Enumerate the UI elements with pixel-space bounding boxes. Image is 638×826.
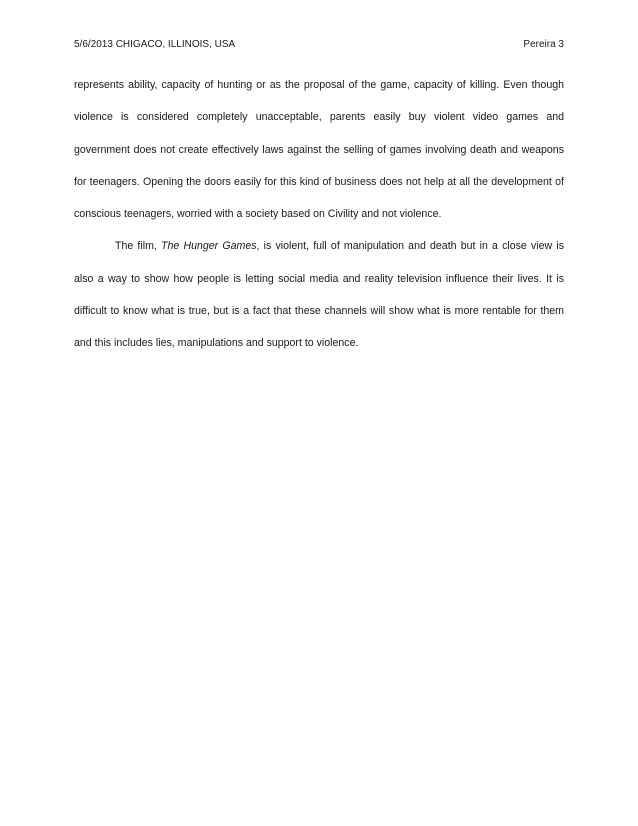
page-header — [74, 37, 564, 53]
paragraph-2 — [74, 230, 564, 359]
header-date-location: 5/6/2013 CHIGACO, ILLINOIS, USA — [74, 39, 236, 50]
paragraph-1: represents ability, capacity of hunting or as the proposal of the game, capacity of killing. Even though violence is considered completely unacceptable, parents easily buy violent video games and government does not create effectively laws against the selling of games involving death and weapons for teenagers. Opening the doors easily for this kind of business does not help at all the development of conscious teenagers, worried with a society based on Civility and not violence. — [74, 79, 564, 221]
paragraph-2-after: , is violent, full of manipulation and death but in a close view is also a way to show how people is letting social media and reality television influence their lives. It is difficult to know what is true, but is a fact that these channels will show what is more rentable for them and this includes lies, manipulations and support to violence. — [74, 240, 565, 350]
header-page-number: Pereira 3 — [523, 39, 564, 50]
film-title: The Hunger Games — [161, 240, 257, 253]
body-text — [74, 69, 564, 360]
paragraph-2-before: The film, — [115, 240, 162, 253]
